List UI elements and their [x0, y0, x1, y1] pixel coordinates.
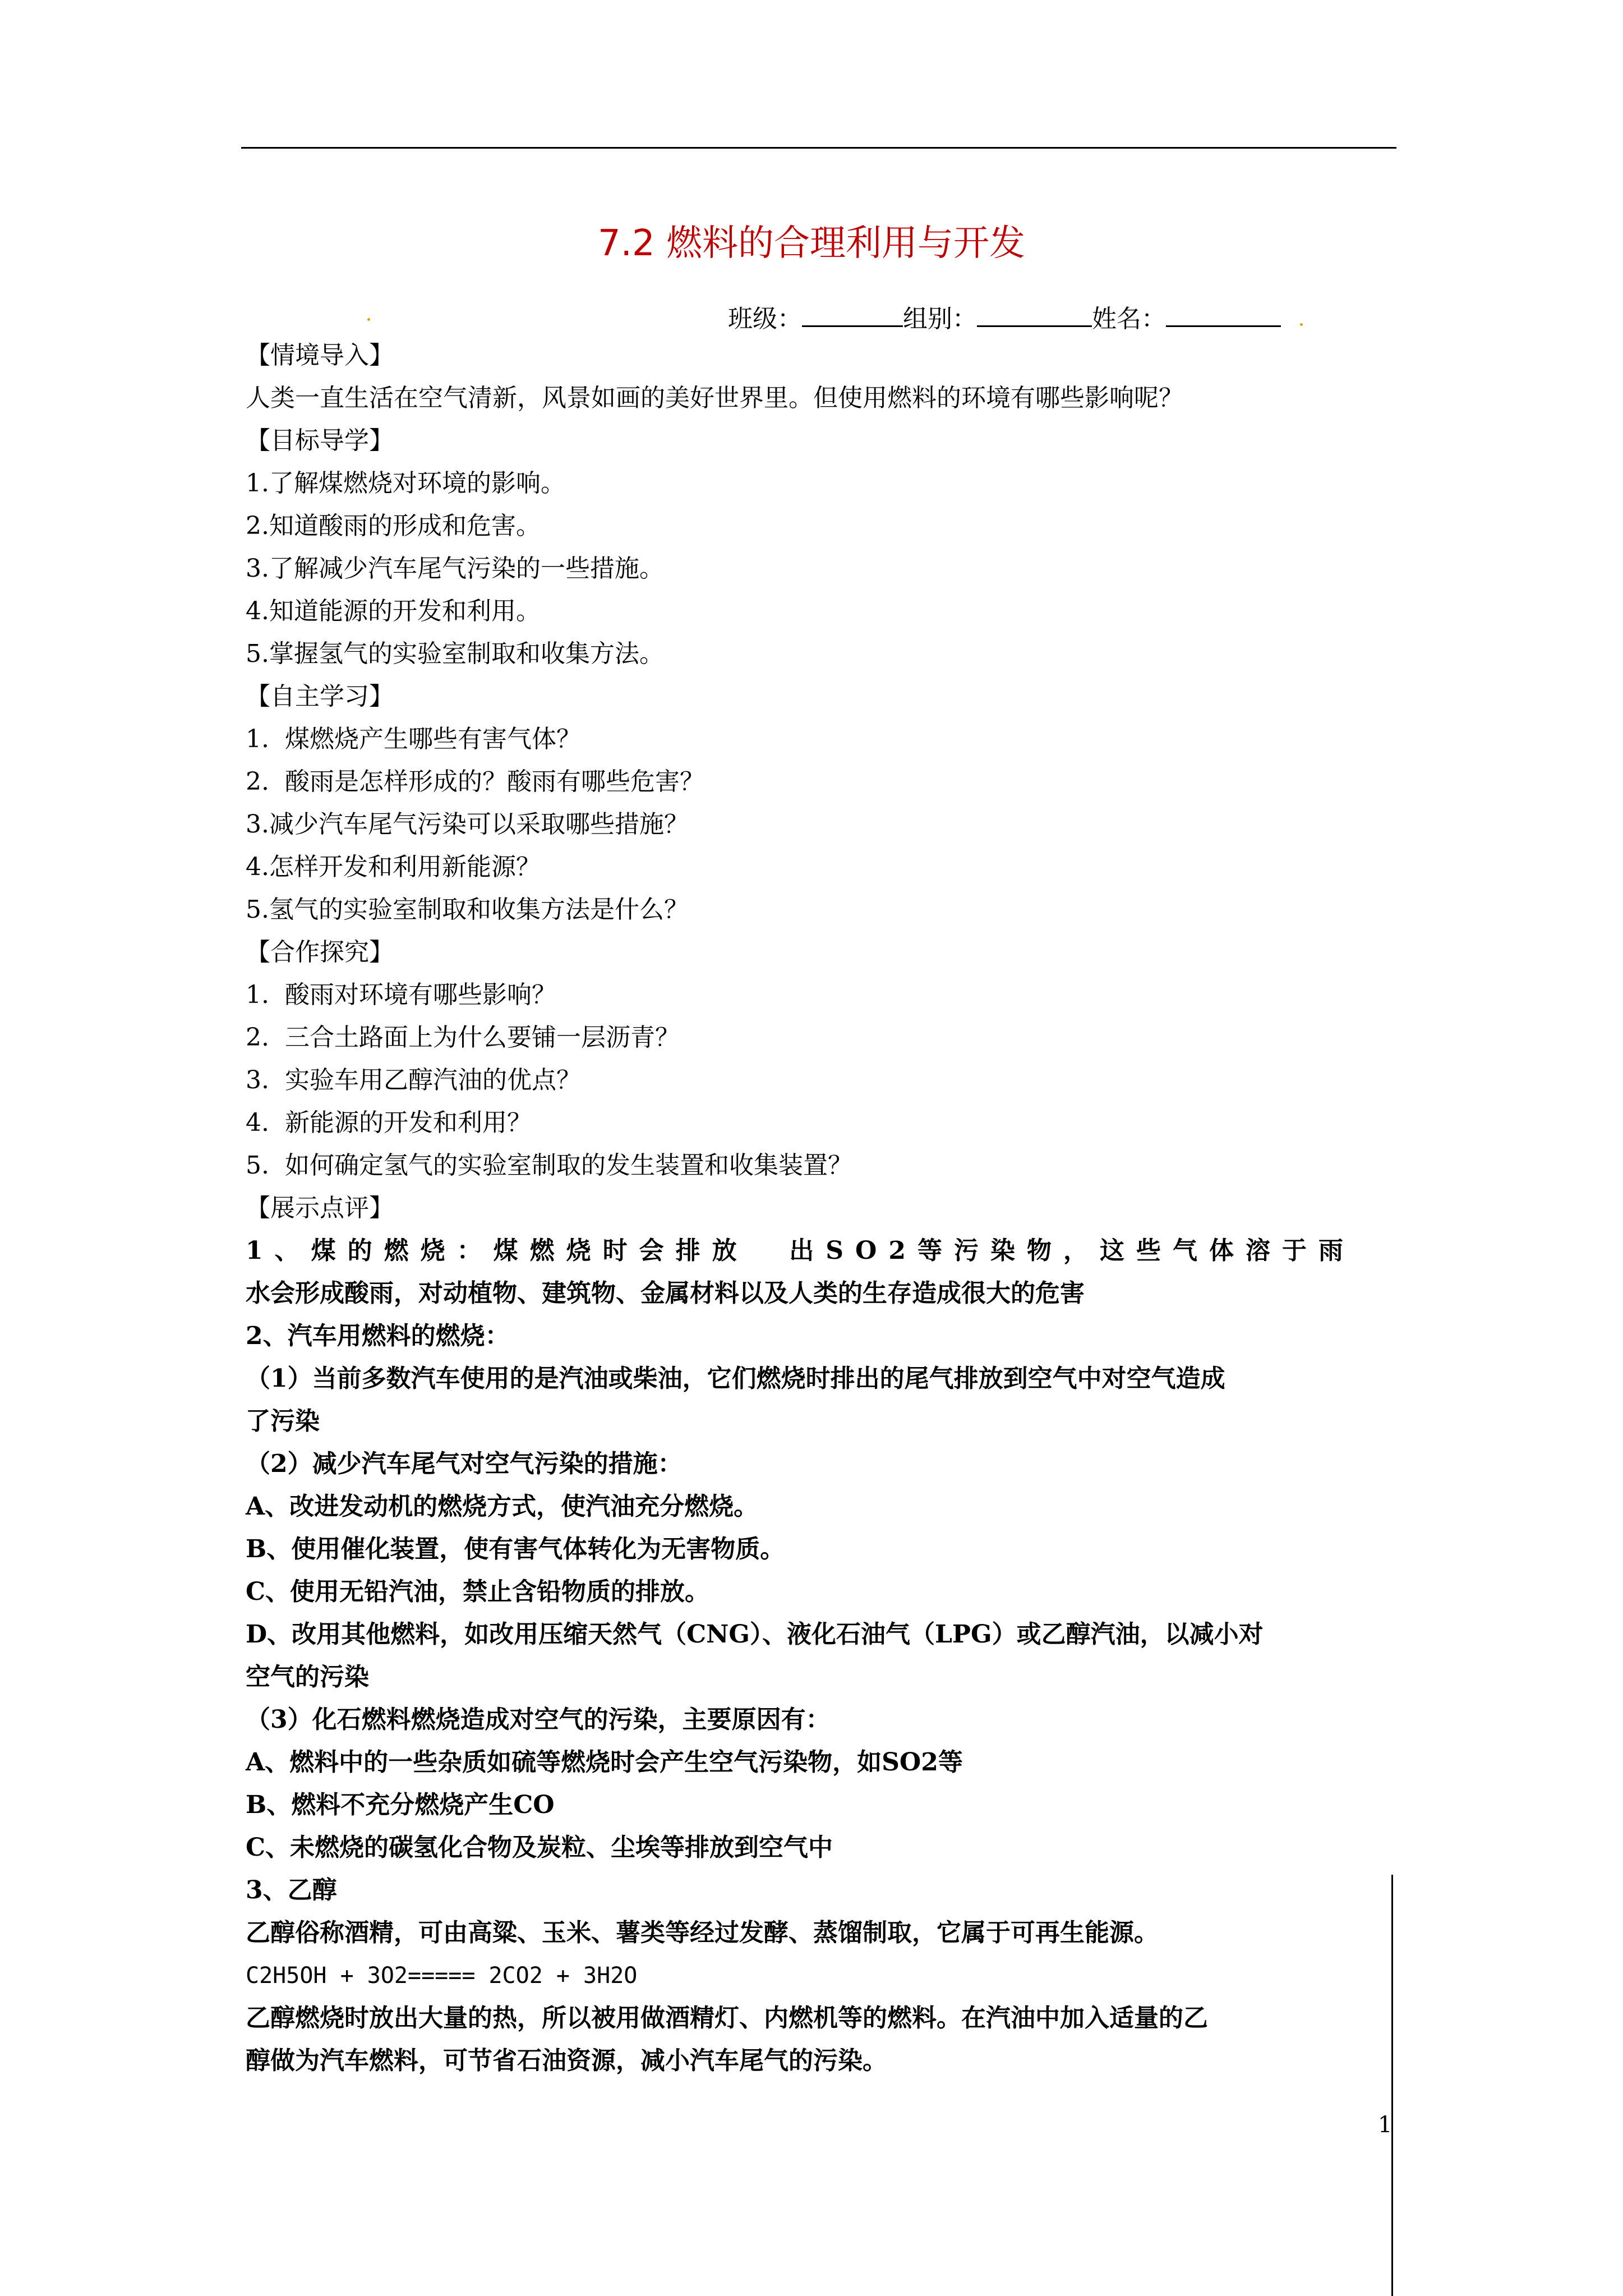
- self-study-item: 3.减少汽车尾气污染可以采取哪些措施？: [246, 810, 689, 839]
- cooperation-item: 2. 三合土路面上为什么要铺一层沥青？: [246, 1023, 680, 1052]
- presentation-line: 3、乙醇: [246, 1876, 337, 1904]
- page-number: 1: [1378, 2112, 1393, 2138]
- presentation-line: 2、汽车用燃料的燃烧：: [246, 1322, 510, 1350]
- header-rule: [241, 147, 1396, 149]
- goal-item: 4.知道能源的开发和利用。: [246, 597, 541, 625]
- section-heading-presentation: 【展示点评】: [246, 1194, 394, 1222]
- stray-mark: [367, 318, 370, 321]
- goal-item: 2.知道酸雨的形成和危害。: [246, 512, 541, 540]
- class-blank[interactable]: [802, 298, 903, 327]
- cooperation-item: 5. 如何确定氢气的实验室制取的发生装置和收集装置？: [246, 1151, 852, 1180]
- presentation-line: 了污染: [246, 1407, 320, 1435]
- self-study-item: 2. 酸雨是怎样形成的？酸雨有哪些危害？: [246, 767, 704, 796]
- presentation-line: 空气的污染: [246, 1663, 369, 1691]
- self-study-item: 1. 煤燃烧产生哪些有害气体？: [246, 725, 581, 753]
- intro-text: 人类一直生活在空气清新，风景如画的美好世界里。但使用燃料的环境有哪些影响呢？: [246, 384, 1183, 412]
- group-label: 组别：: [903, 305, 977, 333]
- presentation-line: C、未燃烧的碳氢化合物及炭粒、尘埃等排放到空气中: [246, 1833, 833, 1862]
- cooperation-item: 3. 实验车用乙醇汽油的优点？: [246, 1066, 581, 1094]
- presentation-line: A、燃料中的一些杂质如硫等燃烧时会产生空气污染物，如SO2等: [246, 1748, 963, 1777]
- right-margin-bar: [1391, 1875, 1393, 2296]
- presentation-line: （2）减少汽车尾气对空气污染的措施：: [246, 1450, 683, 1478]
- cooperation-item: 4. 新能源的开发和利用？: [246, 1108, 532, 1137]
- goal-item: 3.了解减少汽车尾气污染的一些措施。: [246, 554, 664, 583]
- chemical-equation: C2H5OH + 3O2===== 2CO2 + 3H2O: [246, 1963, 638, 1989]
- presentation-line: D、改用其他燃料，如改用压缩天然气（CNG）、液化石油气（LPG）或乙醇汽油，以减小对: [246, 1620, 1264, 1649]
- presentation-line: B、使用催化装置，使有害气体转化为无害物质。: [246, 1535, 785, 1563]
- self-study-item: 4.怎样开发和利用新能源？: [246, 853, 541, 881]
- page-title: 7.2 燃料的合理利用与开发: [597, 223, 1026, 264]
- section-heading-self-study: 【自主学习】: [246, 682, 394, 711]
- presentation-line: 乙醇燃烧时放出大量的热，所以被用做酒精灯、内燃机等的燃料。在汽油中加入适量的乙: [246, 2004, 1208, 2032]
- self-study-item: 5.氢气的实验室制取和收集方法是什么？: [246, 895, 689, 924]
- name-blank[interactable]: [1166, 298, 1281, 327]
- section-heading-cooperation: 【合作探究】: [246, 938, 394, 967]
- presentation-line: （1）当前多数汽车使用的是汽油或柴油，它们燃烧时排出的尾气排放到空气中对空气造成: [246, 1364, 1225, 1393]
- class-info-line: [728, 298, 1281, 334]
- stray-mark: [1300, 323, 1303, 326]
- presentation-line: 水会形成酸雨，对动植物、建筑物、金属材料以及人类的生存造成很大的危害: [246, 1279, 1085, 1308]
- presentation-line: 1、煤的燃烧：煤燃烧时会排放 出SO2等污染物，这些气体溶于雨: [246, 1236, 1355, 1265]
- cooperation-item: 1. 酸雨对环境有哪些影响？: [246, 981, 556, 1009]
- presentation-line: B、燃料不充分燃烧产生CO: [246, 1791, 555, 1819]
- presentation-line: （3）化石燃料燃烧造成对空气的污染，主要原因有：: [246, 1705, 831, 1734]
- presentation-line: C、使用无铅汽油，禁止含铅物质的排放。: [246, 1577, 710, 1606]
- group-blank[interactable]: [977, 298, 1092, 327]
- section-heading-goals: 【目标导学】: [246, 426, 394, 455]
- presentation-line: 醇做为汽车燃料，可节省石油资源，减小汽车尾气的污染。: [246, 2046, 887, 2075]
- goal-item: 1.了解煤燃烧对环境的影响。: [246, 469, 565, 498]
- class-label: 班级：: [728, 305, 802, 333]
- name-label: 姓名：: [1092, 305, 1166, 333]
- presentation-line: 乙醇俗称酒精，可由高粱、玉米、薯类等经过发酵、蒸馏制取，它属于可再生能源。: [246, 1918, 1159, 1947]
- presentation-line: A、改进发动机的燃烧方式，使汽油充分燃烧。: [246, 1492, 759, 1521]
- section-heading-intro: 【情境导入】: [246, 341, 394, 370]
- goal-item: 5.掌握氢气的实验室制取和收集方法。: [246, 639, 664, 668]
